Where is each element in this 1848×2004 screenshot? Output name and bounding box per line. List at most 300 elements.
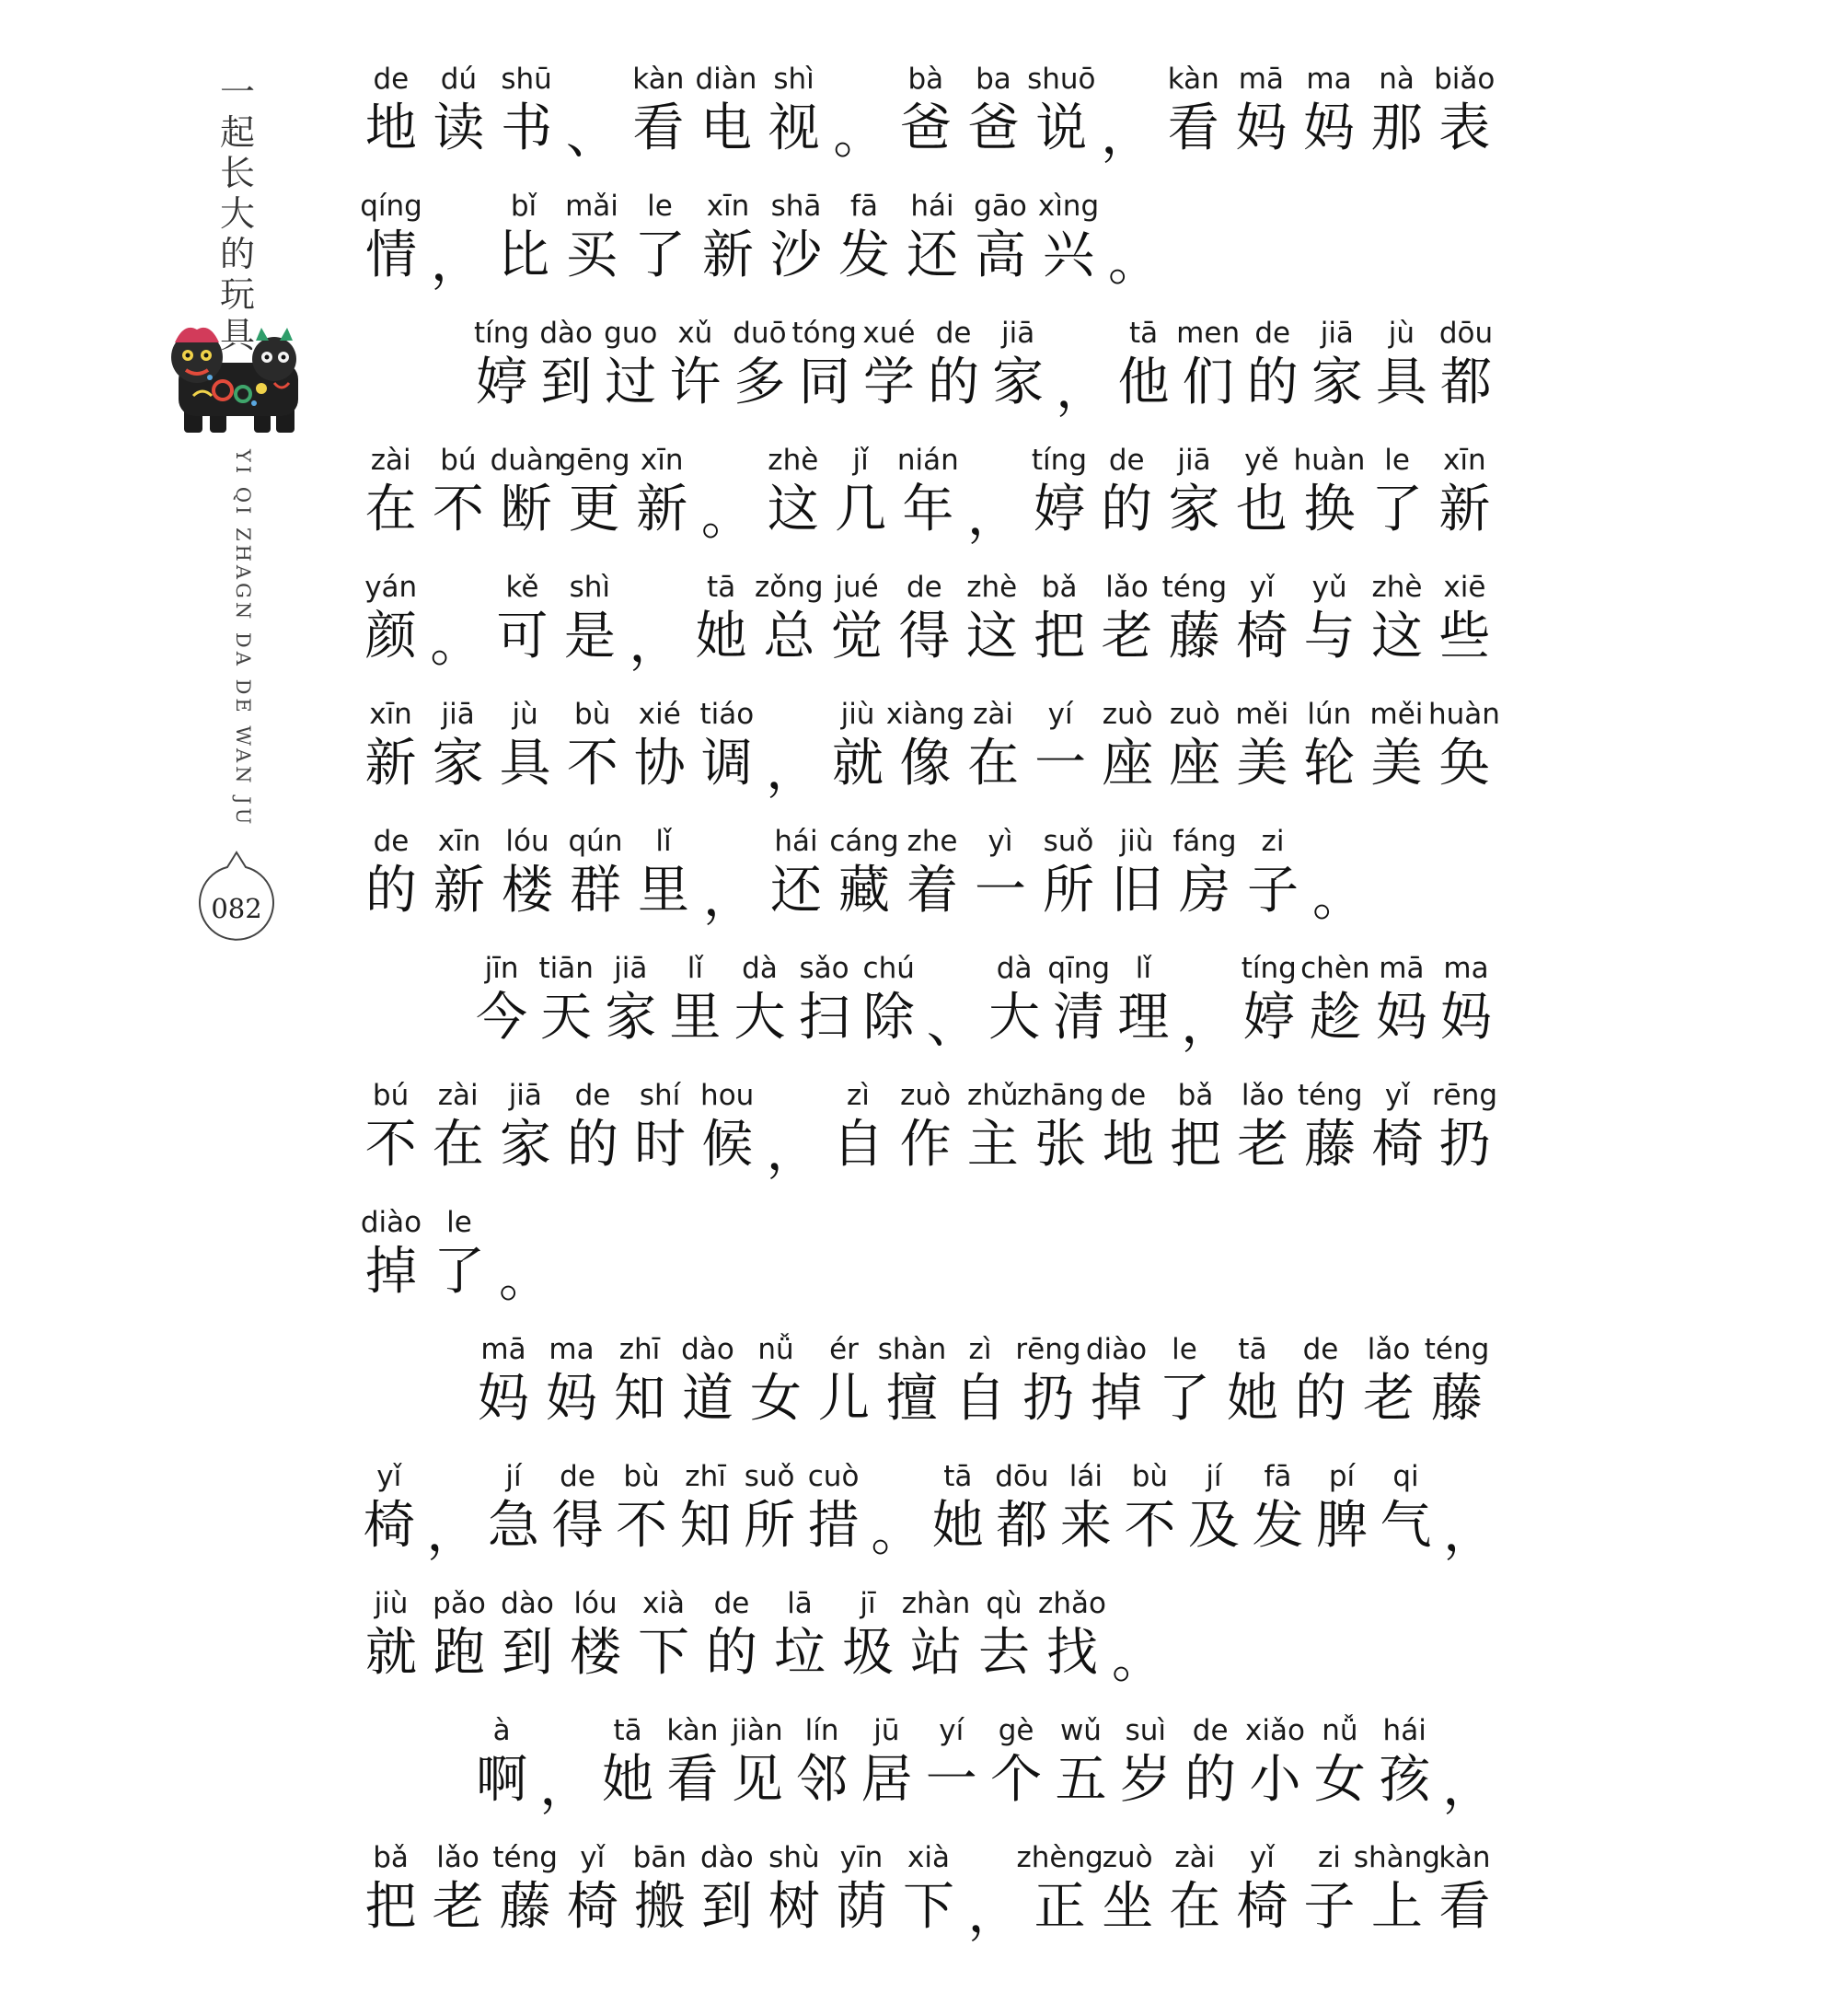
pinyin: shàn (877, 1333, 947, 1366)
pinyin: qi (1392, 1460, 1419, 1493)
hanzi: 去 (978, 1623, 1030, 1683)
hanzi: 的 (365, 861, 417, 921)
hanzi: 这 (1371, 607, 1423, 666)
text-line (357, 1329, 1498, 1456)
punctuation-mark: ， (967, 487, 1019, 547)
hanzi: 妈 (546, 1369, 597, 1429)
syllable (674, 1329, 742, 1429)
hanzi: 居 (860, 1750, 913, 1810)
pinyin: ma (549, 1333, 595, 1366)
punctuation-mark: ， (1181, 995, 1233, 1055)
syllable (1431, 1075, 1498, 1175)
pinyin: zhèng (1016, 1841, 1103, 1874)
punctuation (921, 948, 982, 1055)
hanzi: 措 (807, 1496, 860, 1556)
pinyin: diàn (695, 63, 757, 96)
syllable (891, 567, 958, 666)
pinyin: de (1254, 317, 1291, 350)
pinyin: de (1108, 444, 1145, 477)
hanzi: 扫 (798, 988, 850, 1048)
syllable (1229, 694, 1296, 793)
syllable (984, 1710, 1048, 1810)
hanzi: 们 (1182, 353, 1234, 412)
hanzi: 来 (1059, 1496, 1112, 1556)
punctuation (1437, 1710, 1498, 1817)
pinyin: xīn (369, 698, 412, 731)
syllable (1228, 59, 1296, 158)
syllable (1229, 567, 1296, 666)
syllable (491, 694, 559, 793)
syllable (491, 1075, 559, 1175)
syllable (857, 313, 921, 412)
pinyin: sǎo (799, 952, 849, 985)
pinyin: jù (512, 698, 538, 731)
pinyin: cáng (829, 825, 899, 858)
text-line (357, 1583, 1498, 1710)
syllable (698, 1583, 766, 1683)
title-char: 具 (219, 315, 255, 355)
syllable (892, 59, 960, 158)
pinyin: yí (939, 1714, 964, 1747)
syllable (534, 948, 598, 1048)
clay-dog-icon (166, 322, 306, 438)
text-line (357, 821, 1498, 948)
hanzi: 子 (1303, 1877, 1356, 1937)
hanzi: 家 (499, 1115, 551, 1175)
pinyin: le (1384, 444, 1410, 477)
syllable (357, 1583, 425, 1683)
story-text (357, 59, 1498, 1964)
pinyin: zhāng (1017, 1079, 1104, 1112)
syllable (1239, 821, 1307, 921)
pinyin: de (1192, 1714, 1229, 1747)
pinyin: chú (862, 952, 915, 985)
syllable (606, 1329, 674, 1429)
hanzi: 是 (563, 607, 616, 666)
hanzi: 藤 (499, 1877, 551, 1937)
syllable (1016, 1837, 1103, 1937)
pinyin: suǒ (1043, 825, 1094, 858)
hanzi: 把 (364, 1877, 417, 1937)
pinyin: dōu (995, 1460, 1049, 1493)
syllable (854, 1710, 918, 1810)
syllable (885, 694, 965, 793)
syllable (742, 1329, 810, 1429)
syllable (960, 59, 1028, 158)
pinyin: lǎo (1241, 1079, 1285, 1112)
syllable (357, 567, 424, 666)
syllable (694, 1075, 761, 1175)
hanzi: 五 (1055, 1750, 1107, 1810)
pinyin: jí (1206, 1460, 1222, 1493)
hanzi: 脾 (1315, 1496, 1368, 1556)
hanzi: 颜 (364, 607, 417, 666)
pinyin: xīn (437, 825, 481, 858)
pinyin: gēng (558, 444, 630, 477)
pinyin: yǐ (376, 1460, 402, 1493)
punctuation-mark: 。 (871, 1503, 923, 1563)
syllable (1161, 1075, 1229, 1175)
hanzi: 轮 (1303, 734, 1356, 793)
syllable (826, 440, 894, 539)
hanzi: 的 (706, 1623, 757, 1683)
pinyin: zi (1261, 825, 1285, 858)
hanzi: 妈 (1439, 988, 1492, 1048)
pinyin: guo (604, 317, 658, 350)
hanzi: 兴 (1043, 226, 1094, 285)
syllable (1230, 1075, 1297, 1175)
syllable (1103, 821, 1171, 921)
hanzi: 见 (731, 1750, 783, 1810)
punctuation (1438, 1456, 1498, 1563)
syllable (1363, 694, 1430, 793)
hanzi: 都 (1440, 353, 1493, 412)
hanzi: 情 (365, 226, 417, 285)
title-char: 大 (219, 193, 255, 234)
pinyin: yǔ (1311, 571, 1347, 604)
hanzi: 得 (898, 607, 951, 666)
syllable (694, 186, 762, 285)
pinyin: hái (774, 825, 818, 858)
syllable (1178, 1710, 1242, 1810)
hanzi: 学 (862, 353, 915, 412)
pinyin: jù (1388, 317, 1415, 350)
syllable (1118, 1456, 1183, 1556)
syllable (1027, 59, 1095, 158)
pinyin: lā (787, 1587, 813, 1620)
pinyin: hái (1382, 1714, 1426, 1747)
pinyin: yán (364, 571, 418, 604)
syllable (1295, 59, 1363, 158)
hanzi: 婷 (476, 353, 528, 412)
hanzi: 子 (1247, 861, 1299, 921)
syllable (1297, 1075, 1364, 1175)
syllable (357, 1837, 424, 1937)
hanzi: 里 (669, 988, 722, 1048)
syllable (1093, 567, 1161, 666)
pinyin: měi (1235, 698, 1289, 731)
syllable (1355, 1329, 1423, 1429)
syllable (424, 1075, 491, 1175)
hanzi: 妈 (1235, 98, 1288, 158)
pinyin: dào (700, 1841, 754, 1874)
hanzi: 自 (832, 1115, 884, 1175)
pinyin: tíng (1031, 444, 1087, 477)
title-char: 一 (219, 72, 255, 112)
hanzi: 不 (432, 480, 484, 539)
hanzi: 里 (638, 861, 689, 921)
pinyin: de (1302, 1333, 1339, 1366)
hanzi: 新 (433, 861, 485, 921)
pinyin: lǐ (687, 952, 703, 985)
hanzi: 换 (1303, 480, 1356, 539)
syllable (1219, 1329, 1287, 1429)
syllable (1363, 440, 1430, 539)
hanzi: 擅 (886, 1369, 938, 1429)
pinyin: lǎo (436, 1841, 479, 1874)
hanzi: 下 (638, 1623, 689, 1683)
hanzi: 藤 (1168, 607, 1220, 666)
pinyin: ma (1306, 63, 1352, 96)
syllable (1363, 567, 1430, 666)
syllable (958, 567, 1025, 666)
pinyin: fáng (1172, 825, 1237, 858)
syllable (425, 821, 493, 921)
hanzi: 电 (699, 98, 752, 158)
hanzi: 扔 (1438, 1115, 1491, 1175)
syllable (1293, 440, 1366, 539)
pinyin: yí (1047, 698, 1073, 731)
pinyin: jiā (1001, 317, 1035, 350)
punctuation-mark: 。 (1312, 868, 1364, 928)
syllable (560, 440, 629, 539)
syllable (1112, 313, 1176, 412)
punctuation-mark: 、 (926, 995, 978, 1055)
syllable (595, 1710, 660, 1810)
hanzi: 了 (634, 226, 686, 285)
hanzi: 了 (433, 1242, 485, 1302)
hanzi: 在 (1169, 1877, 1221, 1937)
hanzi: 椅 (1371, 1115, 1424, 1175)
syllable (946, 1329, 1014, 1429)
syllable (827, 1837, 895, 1937)
pinyin: dà (742, 952, 778, 985)
hanzi: 发 (1252, 1496, 1304, 1556)
pinyin: zhī (618, 1333, 661, 1366)
pinyin: wǔ (1059, 1714, 1102, 1747)
pinyin: kàn (1167, 63, 1219, 96)
hanzi: 新 (636, 480, 688, 539)
pinyin: zuò (1102, 698, 1153, 731)
punctuation-mark: ， (539, 1757, 592, 1817)
punctuation-mark: ， (766, 741, 818, 801)
pinyin: dōu (1438, 317, 1494, 350)
pinyin: xié (638, 698, 681, 731)
hanzi: 具 (1375, 353, 1427, 412)
syllable (725, 1710, 790, 1810)
text-line (357, 59, 1498, 186)
pinyin: lóu (505, 825, 549, 858)
punctuation (696, 440, 759, 547)
hanzi: 到 (700, 1877, 753, 1937)
pinyin: lóu (573, 1587, 618, 1620)
hanzi: 知 (679, 1496, 732, 1556)
syllable (492, 440, 560, 539)
syllable (1111, 948, 1175, 1048)
hanzi: 老 (1101, 607, 1153, 666)
hanzi: 气 (1380, 1496, 1432, 1556)
hanzi: 的 (1295, 1369, 1346, 1429)
syllable (663, 948, 727, 1048)
syllable (660, 1710, 724, 1810)
pinyin: fā (1264, 1460, 1292, 1493)
pinyin: tóng (791, 317, 857, 350)
pinyin: yīn (839, 1841, 884, 1874)
hanzi: 家 (605, 988, 657, 1048)
pinyin: xìng (1037, 190, 1100, 223)
syllable (1054, 1456, 1118, 1556)
syllable (561, 821, 629, 921)
pinyin: dào (539, 317, 593, 350)
hanzi: 荫 (835, 1877, 887, 1937)
hanzi: 急 (488, 1496, 540, 1556)
pinyin: xiē (1443, 571, 1486, 604)
syllable (1014, 1329, 1082, 1429)
punctuation-mark: ， (629, 614, 681, 674)
pinyin: tā (1128, 317, 1159, 350)
syllable (921, 313, 986, 412)
hanzi: 把 (1034, 607, 1086, 666)
syllable (1093, 440, 1161, 539)
hanzi: 的 (1101, 480, 1153, 539)
pinyin: zhǎo (1038, 1587, 1106, 1620)
hanzi: 椅 (566, 1877, 618, 1937)
punctuation (962, 440, 1025, 547)
pinyin: de (713, 1587, 750, 1620)
hanzi: 奂 (1438, 734, 1490, 793)
pinyin: yǐ (1249, 571, 1275, 604)
pinyin: bú (372, 1079, 410, 1112)
pinyin: ba (976, 63, 1011, 96)
hanzi: 妈 (1375, 988, 1427, 1048)
syllable (966, 186, 1034, 285)
title-char: 长 (219, 153, 255, 193)
syllable (546, 1456, 610, 1556)
pinyin: shàng (1353, 1841, 1440, 1874)
pinyin: qíng (360, 190, 422, 223)
syllable (1161, 694, 1229, 793)
syllable (1114, 1710, 1178, 1810)
pinyin: jiàn (731, 1714, 783, 1747)
pinyin: tiān (538, 952, 594, 985)
pinyin: men (1176, 317, 1241, 350)
punctuation-mark: 。 (833, 106, 885, 166)
hanzi: 都 (996, 1496, 1048, 1556)
syllable (878, 1329, 946, 1429)
pinyin: tiáo (699, 698, 755, 731)
hanzi: 今 (476, 988, 528, 1048)
clay-toy-illustration (166, 322, 306, 438)
syllable (425, 1202, 493, 1302)
hanzi: 除 (862, 988, 915, 1048)
syllable (687, 567, 755, 666)
hanzi: 找 (1046, 1623, 1098, 1683)
syllable (1046, 948, 1111, 1048)
syllable (1038, 1583, 1106, 1683)
syllable (1237, 948, 1301, 1048)
syllable (1161, 1837, 1229, 1937)
syllable (598, 948, 663, 1048)
pinyin: tā (707, 571, 736, 604)
punctuation (560, 59, 625, 166)
hanzi: 年 (902, 480, 954, 539)
hanzi: 大 (988, 988, 1041, 1048)
pinyin: yǐ (580, 1841, 606, 1874)
syllable (693, 694, 760, 793)
syllable (693, 1837, 760, 1937)
pinyin: jǐ (852, 444, 869, 477)
pinyin: tā (943, 1460, 973, 1493)
syllable (1034, 186, 1103, 285)
hanzi: 爸 (899, 98, 952, 158)
hanzi: 发 (838, 226, 890, 285)
hanzi: 楼 (570, 1623, 621, 1683)
pinyin: xīn (1443, 444, 1486, 477)
syllable (830, 186, 898, 285)
syllable (534, 313, 598, 412)
syllable (469, 313, 534, 412)
pinyin: zì (968, 1333, 992, 1366)
hanzi: 的 (566, 1115, 618, 1175)
hanzi: 这 (767, 480, 819, 539)
pinyin: zuò (900, 1079, 952, 1112)
syllable (755, 567, 823, 666)
syllable (898, 186, 966, 285)
syllable (1025, 440, 1092, 539)
pinyin: lǎo (1105, 571, 1149, 604)
hanzi: 把 (1169, 1115, 1221, 1175)
syllable (960, 694, 1027, 793)
syllable (990, 1456, 1055, 1556)
syllable (823, 567, 890, 666)
hanzi: 藤 (1431, 1369, 1483, 1429)
pinyin: jiā (441, 698, 475, 731)
hanzi: 一 (1034, 734, 1087, 793)
pinyin: hái (910, 190, 954, 223)
pinyin: duō (733, 317, 787, 350)
syllable (762, 186, 830, 285)
pinyin: lǐ (655, 825, 672, 858)
syllable (491, 1837, 559, 1937)
pinyin: měi (1369, 698, 1424, 731)
pinyin: xǔ (677, 317, 713, 350)
pinyin: tíng (1241, 952, 1297, 985)
pinyin: xià (642, 1587, 685, 1620)
hanzi: 旧 (1111, 861, 1162, 921)
hanzi: 群 (570, 861, 621, 921)
syllable (469, 1329, 537, 1429)
punctuation-mark: ， (1442, 1757, 1495, 1817)
pinyin: gāo (974, 190, 1027, 223)
hanzi: 站 (910, 1623, 962, 1683)
punctuation (827, 59, 892, 166)
pinyin: de (373, 825, 410, 858)
syllable (1374, 1456, 1438, 1556)
syllable (790, 1710, 854, 1810)
syllable (1369, 313, 1434, 412)
hanzi: 啊 (476, 1750, 528, 1810)
pinyin: lín (804, 1714, 839, 1747)
pinyin: tā (613, 1714, 642, 1747)
hanzi: 美 (1236, 734, 1288, 793)
hanzi: 妈 (1302, 98, 1355, 158)
punctuation (424, 567, 488, 674)
hanzi: 美 (1370, 734, 1423, 793)
hanzi: 说 (1035, 98, 1088, 158)
hanzi: 调 (700, 734, 753, 793)
pinyin: lún (1307, 698, 1352, 731)
pinyin: ma (1443, 952, 1489, 985)
hanzi: 地 (1102, 1115, 1154, 1175)
syllable (926, 1456, 990, 1556)
pinyin: le (1172, 1333, 1197, 1366)
hanzi: 楼 (502, 861, 553, 921)
syllable (537, 1329, 606, 1429)
hanzi: 沙 (770, 226, 822, 285)
pinyin: fā (850, 190, 878, 223)
title-char: 玩 (219, 274, 255, 315)
syllable (1308, 1710, 1372, 1810)
